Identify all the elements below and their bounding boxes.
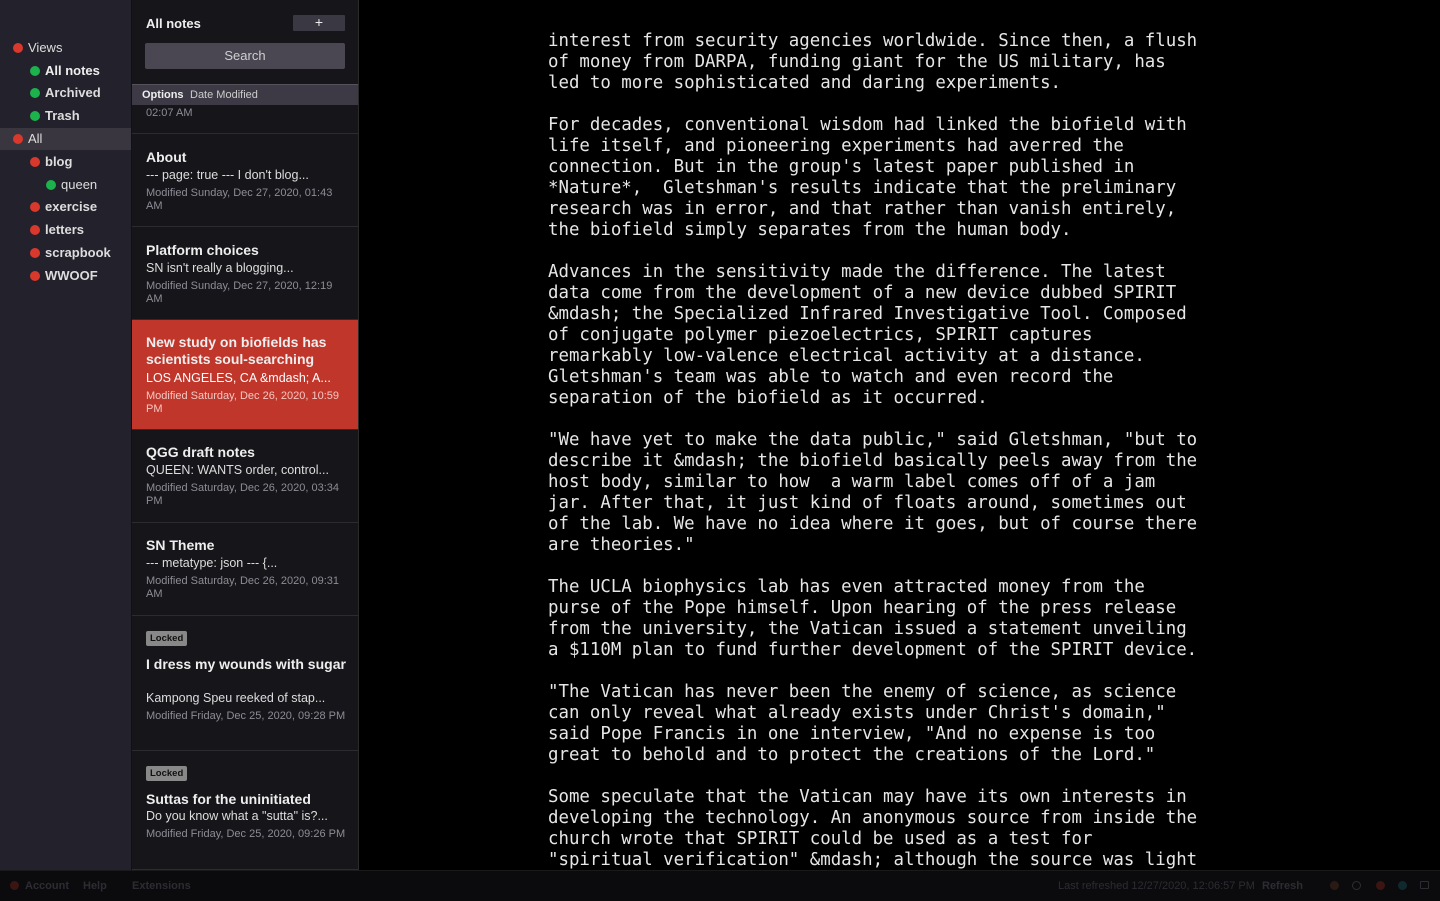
note-title: I dress my wounds with sugar [146, 656, 346, 672]
sidebar-item-wwoof[interactable] [0, 265, 131, 287]
editor-text[interactable]: interest from security agencies worldwide. Since then, a flush of money from DARPA, funding giant for the US military, has led to more sophisticated and daring experiments. For decades, conventional wisdom had linked the biofield with life itself, and pioneering experiments had averred the connection. But in the group's latest paper published in *Nature*, Gletshman's results indicate that the preliminary research was in error, and that rather than vanish entirely, the biofield simply separates from the human body. Advances in the sensitivity made the difference. The latest data come from the development of a new device dubbed SPIRIT &mdash; the Specialized Infrared Investigative Tool. Composed of conjugate polymer piezoelectrics, SPIRIT captures remarkably low-valence electrical activity at a distance. Gletshman's team was able to watch and even record the separation of the biofield as it occurred. "We have yet to make the data public," said Gletshman, "but to describe it &mdash; the biofield basically peels away from the host body, similar to how a warm label comes off of a jam jar. After that, it just kind of floats around, sometimes out of the lab. We have no idea where it goes, but of course there are theories." The UCLA biophysics lab has even attracted money from the purse of the Pope himself. Upon hearing of the press release from the university, the Vatican issued a statement unveiling a $110M plan to fund further development of the SPIRIT device. "The Vatican has never been the enemy of science, as science can only reveal what already exists under Christ's domain," said Pope Francis in one interview, "And no expense is too great to behold and to protect the creations of the Lord." Some speculate that the Vatican may have its own interests in developing the technology. An anonymous source from inside the church wrote that SPIRIT could be used as a test for "spiritual verification" &mdash; although the source was light [548, 31, 1198, 870]
note-title: Suttas for the uninitiated [146, 791, 311, 807]
views-dot-icon [13, 43, 23, 53]
note-modified: Modified Sunday, Dec 27, 2020, 01:43 AM [146, 187, 333, 212]
note-title: Platform choices [146, 242, 259, 258]
note-modified: Modified Friday, Dec 25, 2020, 09:28 PM [146, 710, 346, 722]
note-preview: --- metatype: json --- {... [146, 556, 278, 570]
letters-dot-icon [30, 225, 40, 235]
scrapbook-label: scrapbook [45, 245, 111, 260]
refresh-button[interactable]: Refresh [1262, 880, 1303, 892]
all-notes-dot-icon [30, 66, 40, 76]
trash-label: Trash [45, 108, 80, 123]
help-button[interactable]: Help [83, 880, 107, 892]
locked-badge: Locked [146, 631, 187, 646]
sidebar-item-archived[interactable] [0, 82, 131, 104]
blog-dot-icon [30, 157, 40, 167]
note-item[interactable] [132, 751, 358, 870]
note-modified: Modified Friday, Dec 25, 2020, 09:26 PM [146, 828, 346, 840]
note-preview: SN isn't really a blogging... [146, 261, 294, 275]
note-item[interactable] [132, 227, 358, 320]
sidebar-item-scrapbook[interactable] [0, 242, 131, 264]
window-icon[interactable] [1420, 881, 1429, 889]
sidebar-item-all[interactable] [0, 128, 131, 150]
account-status-icon [10, 881, 19, 890]
last-refreshed-text: Last refreshed 12/27/2020, 12:06:57 PM [1058, 880, 1255, 892]
options-bar[interactable] [132, 84, 358, 105]
tags-sidebar [0, 0, 132, 870]
archived-dot-icon [30, 88, 40, 98]
notes-list-panel [132, 0, 359, 870]
new-note-button[interactable]: + [293, 15, 345, 31]
search-input[interactable]: Search [145, 43, 345, 69]
notes-list-title: All notes [146, 16, 201, 31]
account-button[interactable]: Account [25, 880, 69, 892]
note-editor[interactable] [359, 0, 1440, 870]
exercise-label: exercise [45, 199, 98, 214]
sidebar-item-trash[interactable] [0, 105, 131, 127]
sidebar-item-letters[interactable] [0, 219, 131, 241]
letters-label: letters [45, 222, 85, 237]
note-item-selected[interactable] [132, 320, 358, 430]
all-dot-icon [13, 134, 23, 144]
note-title: SN Theme [146, 537, 215, 553]
archived-label: Archived [45, 85, 101, 100]
trash-dot-icon [30, 111, 40, 121]
exercise-dot-icon [30, 202, 40, 212]
theme-icon[interactable] [1352, 881, 1361, 890]
views-label: Views [28, 40, 63, 55]
sidebar-item-blog[interactable] [0, 151, 131, 173]
sidebar-item-exercise[interactable] [0, 196, 131, 218]
extension-status-icon[interactable] [1376, 881, 1385, 890]
sort-label: Date Modified [190, 89, 258, 101]
note-item[interactable] [132, 523, 358, 616]
note-modified: Modified Saturday, Dec 26, 2020, 03:34 PM [146, 482, 340, 507]
wwoof-dot-icon [30, 271, 40, 281]
note-modified: 02:07 AM [146, 107, 193, 119]
note-item[interactable] [132, 430, 358, 523]
note-title: QGG draft notes [146, 444, 255, 460]
options-label: Options [142, 89, 184, 101]
footer-bar [0, 870, 1440, 901]
note-title: New study on biofields has scientists soul-searching [146, 334, 327, 367]
editor-status-icon[interactable] [1398, 881, 1407, 890]
queen-dot-icon [46, 180, 56, 190]
note-preview: LOS ANGELES, CA &mdash; A... [146, 371, 331, 385]
sidebar-item-queen[interactable] [0, 174, 131, 196]
note-modified: Modified Sunday, Dec 27, 2020, 12:19 AM [146, 280, 333, 305]
sidebar-item-all-notes[interactable] [0, 60, 131, 82]
all-notes-label: All notes [45, 63, 100, 78]
all-label: All [28, 131, 43, 146]
blog-label: blog [45, 154, 73, 169]
note-title: About [146, 149, 187, 165]
note-item[interactable] [132, 616, 358, 751]
note-preview: Do you know what a "sutta" is?... [146, 809, 328, 823]
note-item[interactable] [132, 134, 358, 227]
queen-label: queen [61, 177, 98, 192]
views-section[interactable] [0, 37, 131, 59]
extensions-button[interactable]: Extensions [132, 880, 191, 892]
notes-list-header [132, 0, 358, 84]
note-preview: Kampong Speu reeked of stap... [146, 691, 326, 705]
note-preview: --- page: true --- I don't blog... [146, 168, 309, 182]
sync-status-icon[interactable] [1330, 881, 1339, 890]
note-modified: Modified Saturday, Dec 26, 2020, 09:31 AM [146, 575, 340, 600]
note-preview: QUEEN: WANTS order, control... [146, 463, 329, 477]
locked-badge: Locked [146, 766, 187, 781]
scrapbook-dot-icon [30, 248, 40, 258]
note-modified: Modified Saturday, Dec 26, 2020, 10:59 PM [146, 390, 340, 415]
wwoof-label: WWOOF [45, 268, 98, 283]
